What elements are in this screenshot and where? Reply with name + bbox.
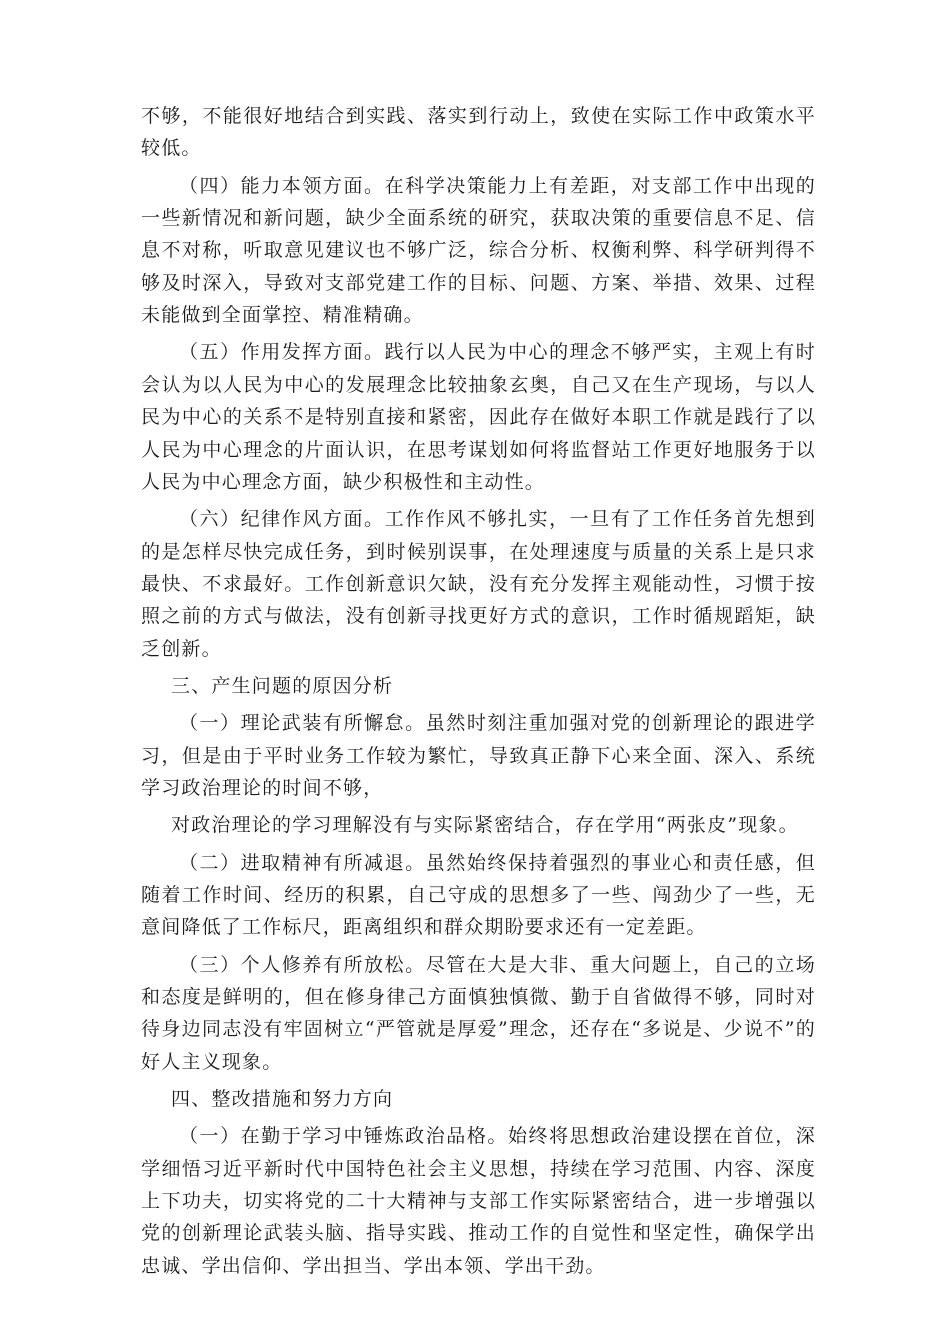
paragraph-discipline: （六）纪律作风方面。工作作风不够扎实，一旦有了工作任务首先想到的是怎样尽快完成任务，到时候别误事，在处理速度与质量的关系上是只求最快、不求最好。工作创新意识欠缺，没有充分发挥主观能动性，习惯于按照之前的方式与做法，没有创新寻找更好方式的意识，工作时循规蹈矩，缺乏创新。: [141, 508, 816, 660]
document-body: [141, 100, 816, 1287]
section-heading-causes: 三、产生问题的原因分析: [171, 675, 394, 698]
paragraph-ability: （四）能力本领方面。在科学决策能力上有差距，对支部工作中出现的一些新情况和新问题，缺少全面系统的研究，获取决策的重要信息不足、信息不对称，听取意见建议也不够广泛，综合分析、权衡利弊、科学研判得不够及时深入，导致对支部党建工作的目标、问题、方案、举措、效果、过程未能做到全面掌控、精准精确。: [141, 174, 816, 327]
paragraph-role: （五）作用发挥方面。践行以人民为中心的理念不够严实，主观上有时会认为以人民为中心的发展理念比较抽象玄奥，自己又在生产现场，与以人民为中心的关系不是特别直接和紧密，因此存在做好本职工作就是践行了以人民为中心理念的片面认识，在思考谋划如何将监督站工作更好地服务于以人民为中心理念方面，缺少积极性和主动性。: [141, 341, 816, 494]
section-heading-measures: 四、整改措施和努力方向: [171, 1087, 394, 1110]
paragraph-continuation: 不够，不能很好地结合到实践、落实到行动上，致使在实际工作中政策水平较低。: [141, 105, 816, 160]
paragraph-theory: （一）理论武装有所懈怠。虽然时刻注重加强对党的创新理论的跟进学习，但是由于平时业务工作较为繁忙，导致真正静下心来全面、深入、系统学习政治理论的时间不够，: [141, 712, 816, 800]
paragraph-theory-continued: 对政治理论的学习理解没有与实际紧密结合，存在学用“两张皮”现象。: [171, 814, 799, 837]
paragraph-spirit: （二）进取精神有所减退。虽然始终保持着强烈的事业心和责任感，但随着工作时间、经历的积累，自己守成的思想多了一些、闯劲少了一些，无意间降低了工作标尺，距离组织和群众期盼要求还有一定差距。: [141, 851, 816, 939]
paragraph-cultivation: （三）个人修养有所放松。尽管在大是大非、重大问题上，自己的立场和态度是鲜明的，但在修身律己方面慎独慎微、勤于自省做得不够，同时对待身边同志没有牢固树立“严管就是厚爱”理念，还存在“多说是、少说不”的好人主义现象。: [141, 953, 816, 1073]
paragraph-study: （一）在勤于学习中锤炼政治品格。始终将思想政治建设摆在首位，深学细悟习近平新时代中国特色社会主义思想，持续在学习范围、内容、深度上下功夫，切实将党的二十大精神与支部工作实际紧密结合，进一步增强以党的创新理论武装头脑、指导实践、推动工作的自觉性和坚定性，确保学出忠诚、学出信仰、学出担当、学出本领、学出干劲。: [141, 1125, 816, 1277]
